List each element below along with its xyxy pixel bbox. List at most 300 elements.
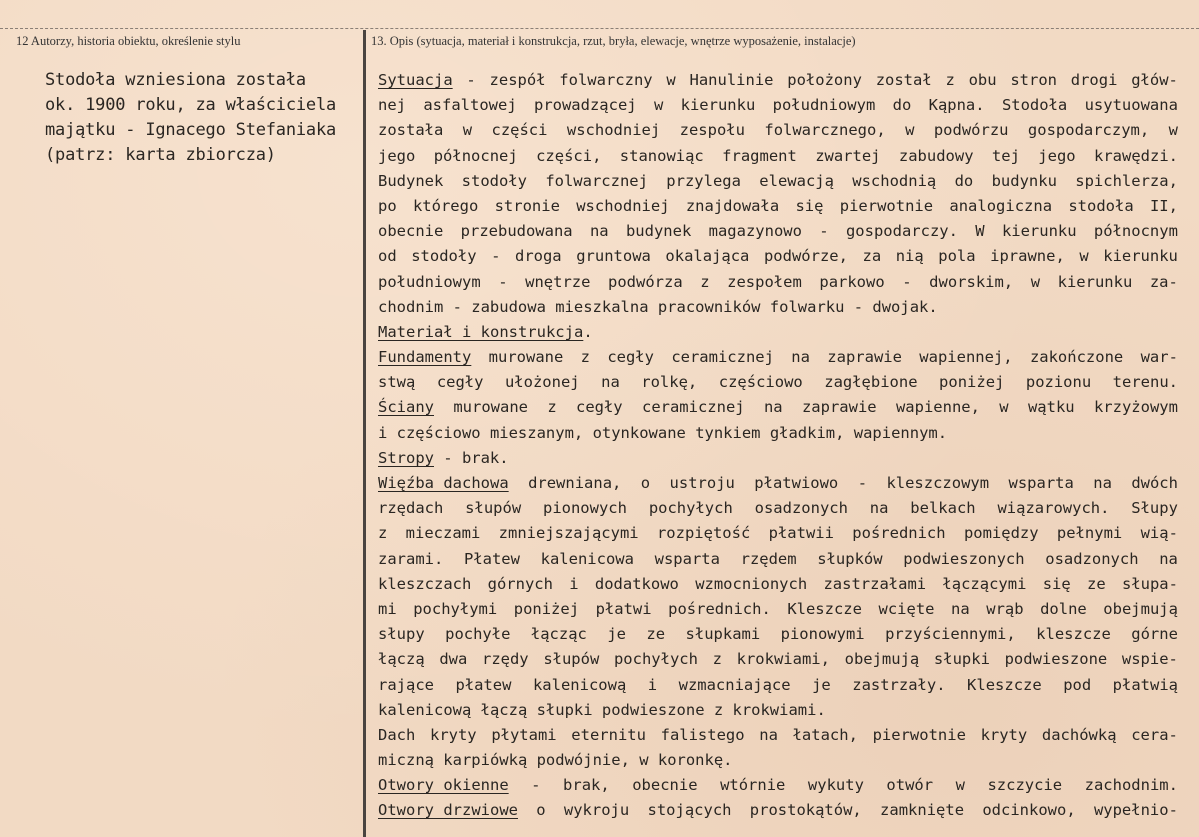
- word: osadzonych: [754, 499, 848, 518]
- word: otynkowane: [592, 423, 686, 442]
- word: podwórza: [608, 272, 683, 291]
- word: przyściennymi,: [885, 625, 1016, 644]
- word: na: [791, 348, 810, 367]
- word: mieszanym,: [489, 423, 584, 442]
- word: wschodniej: [566, 121, 661, 140]
- word: gruntowa: [576, 247, 651, 266]
- word: war-: [1140, 348, 1178, 367]
- word: kryty: [429, 725, 477, 744]
- description-line: [378, 471, 1178, 496]
- text-line: ok. 1900 roku, za właściciela: [45, 95, 337, 115]
- word: II,: [1149, 196, 1178, 215]
- word: Hanulinie: [689, 71, 774, 89]
- word: podwieszonych: [903, 549, 1025, 568]
- word: wątku: [1027, 398, 1075, 417]
- word: odcinkowo,: [982, 801, 1076, 820]
- word: wią-: [1140, 524, 1178, 543]
- word: folwarku: [769, 297, 845, 316]
- word: na: [1159, 549, 1178, 568]
- word: ze: [1087, 574, 1106, 593]
- underlined-heading: Otwory drzwiowe: [378, 801, 518, 820]
- word: słupów: [465, 499, 522, 518]
- description-line: [378, 647, 1178, 672]
- word: i: [569, 574, 579, 593]
- word: folwarczny: [559, 71, 653, 89]
- word: na: [589, 222, 609, 241]
- word: brak.: [461, 448, 509, 467]
- word: na: [1093, 474, 1112, 492]
- word: belkach: [910, 499, 976, 518]
- word: słupkami: [685, 625, 761, 644]
- word: podwórzu: [933, 121, 1009, 140]
- word: pod: [1063, 675, 1092, 694]
- word: za: [862, 247, 882, 266]
- description-line: [378, 320, 1178, 345]
- word: drogi: [1070, 71, 1118, 89]
- description-line: [378, 723, 1178, 748]
- word: został: [875, 71, 932, 89]
- word: się: [1042, 574, 1071, 593]
- header-divider: [0, 28, 1199, 29]
- word: pionowymi: [780, 625, 865, 644]
- word: asfaltowej: [423, 96, 517, 115]
- word: kierunku: [1001, 222, 1077, 241]
- word: obu: [968, 71, 997, 89]
- word: zespołu: [679, 121, 745, 140]
- word: w: [639, 751, 649, 770]
- word: ceramicznej: [641, 398, 745, 417]
- underlined-heading: Więźba dachowa: [378, 474, 509, 492]
- word: słupki: [536, 700, 593, 719]
- word: je: [812, 675, 831, 694]
- word: ułożonej: [504, 373, 580, 392]
- word: pracowników: [657, 297, 761, 316]
- description-line: [378, 144, 1178, 169]
- word: zwartej: [815, 146, 881, 165]
- word: stodoła: [1068, 196, 1134, 215]
- word: krokwiami.: [732, 700, 826, 719]
- word: -: [466, 71, 476, 89]
- word: prowadzącej: [533, 96, 637, 115]
- word: iprawne,: [990, 247, 1065, 266]
- word: w: [905, 121, 915, 140]
- word: eternitu: [571, 725, 646, 744]
- word: krzyżowym: [1093, 398, 1178, 417]
- word: na: [869, 499, 889, 518]
- word: i: [378, 423, 388, 442]
- word: części: [491, 121, 548, 140]
- word: W: [975, 222, 985, 241]
- word: Stodoła: [1001, 96, 1068, 115]
- word: w: [999, 398, 1009, 417]
- word: Kleszcze: [787, 599, 862, 618]
- word: dolne: [1040, 599, 1087, 618]
- word: na: [601, 373, 620, 392]
- word: zaprawie: [827, 348, 902, 367]
- word: z: [713, 700, 724, 719]
- word: wzmacniające: [678, 675, 791, 694]
- word: kalenicową: [532, 675, 627, 694]
- word: usytuowana: [1084, 96, 1178, 115]
- word: płytami: [491, 725, 557, 744]
- word: do: [892, 96, 912, 115]
- word: w: [955, 776, 965, 795]
- word: rzędach: [378, 499, 444, 518]
- word: znajdowała: [685, 196, 780, 215]
- description-line: [378, 421, 1178, 446]
- word: cegły: [436, 373, 484, 392]
- word: do: [954, 171, 974, 190]
- word: fragment: [722, 146, 797, 165]
- description-line: [378, 345, 1178, 370]
- word: falistego: [660, 725, 745, 744]
- word: folwarcznej: [545, 171, 648, 190]
- word: obejmują: [1103, 599, 1178, 618]
- word: tej: [991, 146, 1020, 165]
- word: o: [536, 801, 546, 820]
- word: -: [498, 272, 508, 291]
- description-line: [378, 798, 1178, 823]
- word: Kąpna.: [928, 96, 985, 115]
- word: podwójnie,: [536, 751, 630, 770]
- word: zastrzały.: [852, 675, 946, 694]
- word: droga: [514, 247, 562, 266]
- word: podwórze,: [763, 247, 848, 266]
- word: terenu.: [1112, 373, 1178, 392]
- word: północnej: [433, 146, 518, 165]
- word: stronie: [494, 196, 560, 215]
- word: -: [491, 247, 501, 266]
- word: południowym: [378, 272, 481, 291]
- word: rzędy: [481, 650, 529, 669]
- description-line: [378, 773, 1178, 798]
- word: z: [945, 71, 955, 89]
- word: wapienne,: [895, 398, 980, 417]
- word: na: [951, 599, 970, 618]
- word: łącząc: [530, 625, 587, 644]
- word: dodatkowo: [594, 574, 679, 593]
- underlined-heading: Sytuacja: [378, 71, 453, 89]
- word: nej: [378, 96, 406, 115]
- word: pochyłych: [613, 650, 698, 669]
- word: miczną: [378, 751, 434, 770]
- word: z: [700, 272, 710, 291]
- description-line: [378, 370, 1178, 395]
- description-line: [378, 244, 1178, 269]
- word: o: [640, 474, 651, 492]
- description-line: [378, 446, 1178, 471]
- word: w: [1079, 247, 1089, 266]
- description-line: [378, 622, 1178, 647]
- word: gładkim,: [769, 423, 845, 442]
- underlined-heading: Materiał i konstrukcja.: [378, 322, 593, 341]
- word: rozpiętość: [656, 524, 751, 543]
- word: na: [763, 398, 783, 417]
- word: ze: [646, 625, 666, 644]
- description-line: [378, 748, 1178, 773]
- word: kryty: [980, 725, 1028, 744]
- word: zmniejszającymi: [498, 524, 639, 543]
- word: tynkiem: [695, 423, 761, 442]
- word: analogiczna: [949, 196, 1053, 215]
- word: stojących: [647, 801, 732, 820]
- word: dachówką: [1041, 725, 1117, 744]
- description-line: [378, 118, 1178, 143]
- word: i: [647, 675, 658, 694]
- word: została: [378, 121, 444, 140]
- word: z: [712, 650, 722, 669]
- word: pionowych: [542, 499, 627, 518]
- description-line: [378, 597, 1178, 622]
- word: poniżej: [939, 373, 1005, 392]
- word: Budynek: [378, 171, 444, 190]
- word: -: [853, 297, 864, 316]
- word: słupy: [378, 625, 425, 644]
- word: mieczami: [405, 524, 481, 543]
- word: kleszczowym: [886, 474, 990, 492]
- word: zachodnim.: [1084, 776, 1178, 795]
- word: szczycie: [987, 776, 1063, 795]
- word: zastrzałami: [823, 574, 927, 593]
- section-13-heading: 13. Opis (sytuacja, materiał i konstrukcja, rzut, bryła, elewacje, wnętrze wyposażenie, instalacje): [371, 34, 856, 48]
- word: obecnie: [378, 222, 444, 241]
- word: Kleszcze: [967, 675, 1042, 694]
- word: obecnie: [632, 776, 698, 795]
- description-line: [378, 169, 1178, 194]
- word: północnym: [1093, 222, 1178, 241]
- word: słupki: [933, 650, 990, 669]
- word: części,: [536, 146, 602, 165]
- word: Słupy: [1131, 499, 1178, 518]
- word: wykroju: [563, 801, 630, 820]
- word: stodoły: [461, 171, 527, 190]
- word: dwóch: [1131, 474, 1178, 492]
- word: wzmocnionych: [695, 574, 808, 593]
- word: pierwotnie: [839, 196, 934, 215]
- word: spichlerza,: [1075, 171, 1178, 190]
- word: rolkę,: [641, 373, 698, 392]
- word: cegły: [607, 348, 654, 367]
- word: położony: [787, 71, 862, 89]
- word: murowane: [453, 398, 528, 417]
- word: zespołem: [727, 272, 802, 291]
- word: nią: [895, 247, 924, 266]
- word: z: [547, 398, 557, 417]
- word: krokwiami,: [736, 650, 830, 669]
- word: poniżej: [513, 599, 580, 618]
- word: cegły: [575, 398, 623, 417]
- word: -: [443, 448, 453, 467]
- word: głów-: [1131, 71, 1178, 89]
- word: pełnymi: [1056, 524, 1123, 543]
- word: Płatew: [463, 549, 520, 568]
- word: obejmują: [844, 650, 920, 669]
- word: brak,: [563, 776, 610, 795]
- word: pola: [938, 247, 976, 266]
- word: wtórnie: [720, 776, 786, 795]
- word: wrąb: [986, 599, 1024, 618]
- description-line: [378, 673, 1178, 698]
- word: podwieszone: [1004, 650, 1108, 669]
- word: budynek: [625, 222, 692, 241]
- word: ceramicznej: [671, 348, 774, 367]
- word: dworskim,: [929, 272, 1014, 291]
- text-line: majątku - Ignacego Stefaniaka: [45, 120, 337, 140]
- word: łączącymi: [942, 574, 1027, 593]
- word: pośrednich.: [668, 599, 771, 618]
- word: drewniana,: [528, 474, 622, 492]
- word: stwą: [378, 373, 416, 392]
- word: koronkę.: [657, 751, 733, 770]
- word: krawędzi.: [1094, 146, 1178, 165]
- word: dwa: [439, 650, 468, 669]
- description-line: [378, 572, 1178, 597]
- word: gospodarczy.: [845, 222, 958, 241]
- word: łatach,: [792, 725, 858, 744]
- word: zespół: [489, 71, 546, 89]
- word: wcięte: [878, 599, 935, 618]
- word: kierunku: [680, 96, 756, 115]
- text-line: (patrz: karta zbiorcza): [45, 145, 276, 165]
- word: rzędem: [740, 549, 797, 568]
- word: pochyłymi: [413, 599, 498, 618]
- word: słupków: [817, 549, 883, 568]
- underlined-heading: Otwory okienne: [378, 776, 509, 795]
- word: południowym: [772, 96, 876, 115]
- word: słupa-: [1121, 574, 1178, 593]
- word: okalająca: [665, 247, 750, 266]
- word: wypełnio-: [1093, 801, 1178, 820]
- word: wschodniej: [576, 196, 670, 215]
- description-line: [378, 395, 1178, 420]
- word: wschodnią: [852, 171, 937, 190]
- word: -: [857, 474, 868, 492]
- word: jego: [378, 146, 416, 165]
- word: zarami.: [378, 549, 444, 568]
- word: stanowiąc: [619, 146, 704, 165]
- word: zabudowy: [898, 146, 974, 165]
- word: folwarcznego,: [764, 121, 886, 140]
- word: gospodarczym,: [1027, 121, 1150, 140]
- column-divider: [363, 30, 366, 837]
- word: wapiennym.: [853, 423, 948, 442]
- underlined-heading: Stropy: [378, 448, 434, 467]
- word: magazynowo: [708, 222, 802, 241]
- word: karpiówką: [443, 751, 528, 770]
- word: łączą: [378, 650, 425, 669]
- description-line: [378, 93, 1178, 118]
- word: którego: [412, 196, 479, 215]
- word: -: [452, 297, 462, 316]
- word: otwór: [886, 776, 934, 795]
- word: -: [531, 776, 541, 795]
- description-line: [378, 194, 1178, 219]
- word: w: [653, 96, 664, 115]
- word: kierunku: [1103, 247, 1178, 266]
- word: górne: [1131, 625, 1178, 644]
- description-line: [378, 547, 1178, 572]
- authors-history-text: [45, 68, 355, 168]
- description-line: [378, 219, 1178, 244]
- word: jego: [1038, 146, 1076, 165]
- word: stodoły: [411, 247, 477, 266]
- word: mi: [378, 599, 397, 618]
- word: -: [819, 222, 829, 241]
- word: pozionu: [1025, 373, 1092, 392]
- word: wspie-: [1121, 650, 1178, 669]
- word: pomiędzy: [963, 524, 1039, 543]
- word: w: [666, 71, 676, 89]
- word: kleszcze: [1036, 625, 1111, 644]
- word: pochyłych: [648, 499, 733, 518]
- section-12-heading: 12 Autorzy, historia obiektu, określenie stylu: [16, 34, 241, 48]
- word: w: [1030, 272, 1041, 291]
- word: zakończone: [1029, 348, 1124, 367]
- word: płatwiowo: [754, 474, 839, 492]
- word: ustroju: [669, 474, 735, 492]
- text-line: Stodoła wzniesiona została: [45, 70, 306, 90]
- word: od: [378, 247, 397, 266]
- description-line: [378, 521, 1178, 546]
- word: zabudowa: [471, 297, 546, 316]
- word: kierunku: [1057, 272, 1133, 291]
- word: przylega: [666, 171, 741, 190]
- word: dwojak.: [872, 297, 938, 316]
- underlined-heading: Fundamenty: [378, 348, 472, 367]
- word: po: [378, 196, 397, 215]
- word: -: [902, 272, 912, 291]
- word: budynku: [991, 171, 1057, 190]
- word: słupów: [543, 650, 600, 669]
- underlined-heading: Ściany: [378, 398, 434, 417]
- word: płatwii: [768, 524, 834, 543]
- word: w: [1168, 121, 1178, 140]
- word: kleszczach: [378, 574, 472, 593]
- word: płatew: [455, 675, 512, 694]
- word: pochyłe: [445, 625, 511, 644]
- word: cera-: [1131, 725, 1178, 744]
- word: przebudowana: [460, 222, 573, 241]
- description-line: [378, 270, 1178, 295]
- word: kalenicowa: [540, 549, 634, 568]
- word: na: [759, 725, 778, 744]
- word: w: [462, 121, 473, 140]
- word: murowane: [488, 348, 564, 367]
- description-line: [378, 698, 1178, 723]
- description-line: [378, 68, 1178, 93]
- word: wiązarowych.: [997, 499, 1110, 518]
- word: wnętrze: [525, 272, 591, 291]
- word: wsparta: [654, 549, 720, 568]
- description-text: [378, 68, 1178, 824]
- word: płatwi: [595, 599, 652, 618]
- word: zagłębione: [824, 373, 918, 392]
- description-line: [378, 295, 1178, 320]
- word: mieszkalna: [555, 297, 649, 316]
- word: częściowo: [396, 423, 481, 442]
- word: stron: [1010, 71, 1057, 89]
- word: górnych: [487, 574, 553, 593]
- word: za-: [1149, 272, 1178, 291]
- word: wsparta: [1008, 474, 1074, 492]
- word: prostokątów,: [749, 801, 862, 820]
- word: Dach: [378, 725, 416, 744]
- word: chodnim: [378, 297, 444, 316]
- word: wykuty: [807, 776, 864, 795]
- word: zamknięte: [880, 801, 965, 820]
- word: wapiennej,: [919, 348, 1013, 367]
- word: zaprawie: [801, 398, 877, 417]
